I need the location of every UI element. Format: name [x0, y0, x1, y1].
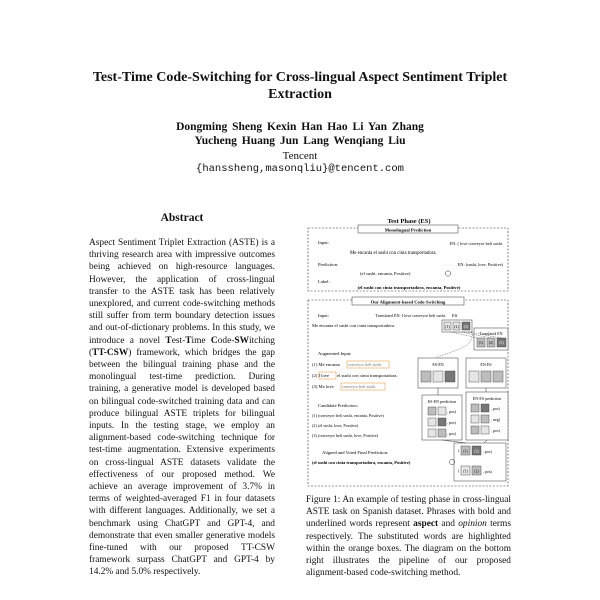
aug-input-label: Augmented Input:: [318, 351, 352, 356]
align-es-sentence: Me encanta el sushi con cinta transportadora.: [312, 323, 396, 328]
en-es-pred-label: EN-ES prediction: [472, 396, 502, 401]
arrow-merge-2: [484, 440, 487, 443]
en-es-pred-a1: [471, 404, 479, 412]
es-en-box-1: [421, 371, 431, 382]
figure-1: [306, 214, 511, 488]
es-sentence: Me encanta el sushi con cinta transportadora.: [350, 251, 437, 256]
aug-input-1-swap: conveyor belt sushi.: [348, 362, 383, 367]
es-en-box-2: [433, 371, 443, 382]
align-header: Our Alignment-based Code-Switching: [370, 299, 446, 305]
svg-text:(1): (1): [445, 325, 450, 329]
prediction-es: (el sushi, encanta, Positive): [360, 271, 411, 276]
final-label: Aligned and Voted Final Prediction:: [322, 450, 389, 455]
svg-text:(3): (3): [499, 341, 504, 345]
abstract-heading: Abstract: [160, 212, 204, 224]
svg-text:(3): (3): [474, 449, 479, 454]
prediction-label: Prediction:: [318, 262, 339, 267]
en-es-box-1: [469, 371, 479, 382]
svg-text:, neg): , neg): [491, 417, 501, 422]
cand-2: (2) (el sushi, love, Positive): [312, 423, 359, 428]
aug-input-2-rest: el sushi con cinta transportadora.: [337, 373, 398, 378]
es-en-pred-b2: [438, 418, 446, 426]
en-es-pred-b2: [481, 415, 489, 423]
svg-text:(2): (2): [454, 325, 459, 329]
es-en-pred-a3: [428, 429, 436, 437]
svg-text:, pos): , pos): [483, 449, 492, 454]
wrong-mark-icon: [445, 271, 450, 276]
es-en-pred-label: ES-EN prediction: [427, 399, 457, 404]
en-es-pred-b3: [481, 426, 489, 434]
svg-text:(1): (1): [463, 449, 468, 454]
label-value: (el sushi con cinta transportadora, encanta, Positive): [357, 285, 461, 290]
aug-input-3-prefix: (3) Me love: [312, 384, 334, 389]
cand-label: Candidate Prediction:: [318, 403, 358, 408]
mono-header: Monolingual Prediction: [384, 227, 432, 233]
svg-text:, pos): , pos): [447, 420, 456, 425]
svg-text:, pos): , pos): [483, 469, 492, 474]
es-en-pred-b3: [438, 429, 446, 437]
author-list-2: Yucheng Huang Jun Lang Wenqiang Liu: [194, 135, 406, 147]
align-input-label: Input:: [318, 313, 329, 318]
cand-1: (1) (conveyor belt sushi, encanta, Positive): [312, 413, 384, 418]
svg-text:, pos): , pos): [491, 406, 500, 411]
final-value: (el sushi con cinta transportadora, encanta, Positive): [312, 460, 411, 465]
svg-text:(2): (2): [488, 341, 494, 345]
affiliation: Tencent: [282, 150, 318, 162]
svg-text:(2): (2): [474, 469, 479, 474]
es-en-pred-a1: [428, 407, 436, 415]
author-email: {hanssheng,masonqliu}@tencent.com: [196, 163, 404, 175]
svg-text:, pos): , pos): [447, 431, 456, 436]
en-es-pred-b1: [481, 404, 489, 412]
input-label: Input:: [318, 240, 329, 245]
aug-input-3-swap: conveyor belt sushi.: [342, 384, 377, 389]
svg-text:(1): (1): [478, 341, 484, 345]
author-list-1: Dongming Sheng Kexin Han Hao Li Yan Zhang: [176, 121, 424, 133]
en-es-pred-a3: [471, 426, 479, 434]
figure-caption: Figure 1: An example of testing phase in cross-lingual ASTE task on Spanish dataset. Phrases with bold and underlined words represent aspect and opinion terms respectively. The substituted words are highlighted within the orange boxes. The diagram on the bottom right illustrates the pipeline of our proposed alignment-based code-switching method.: [306, 495, 511, 579]
es-tag: ES: [452, 313, 458, 318]
cand-3: (3) (conveyor belt sushi, love, Positive): [312, 433, 379, 438]
es-en-tag: ES-EN: [432, 362, 444, 367]
en-es-pred-a2: [471, 415, 479, 423]
svg-text:(: (: [458, 448, 460, 453]
svg-text:(: (: [458, 468, 460, 473]
arrow-merge-1: [442, 440, 466, 443]
translated-en: Translated EN: I love conveyor belt sushi.: [375, 313, 446, 318]
aug-input-1-prefix: (1) Me encanta: [312, 362, 340, 367]
es-en-pred-b1: [438, 407, 446, 415]
translated-en-box-label: Translated EN: [479, 331, 503, 336]
svg-text:(3): (3): [463, 325, 469, 329]
svg-text:(1): (1): [463, 469, 468, 474]
svg-text:, pos): , pos): [447, 409, 456, 414]
arrow-swap: [436, 332, 472, 358]
es-en-pred-a2: [428, 418, 436, 426]
en-es-box-3: [493, 371, 503, 382]
mono-panel: [308, 228, 508, 291]
figure-diagram: [306, 214, 511, 488]
paper-title: Test-Time Code-Switching for Cross-lingual Aspect Sentiment Triplet Extraction: [92, 70, 508, 102]
figure-title: Test Phase (ES): [387, 218, 431, 225]
prediction-en: EN: (sushi, love, Positive): [457, 262, 503, 267]
aug-input-2-prefix: (2) I love: [312, 373, 330, 378]
en-translation: EN: ( love conveyor belt sushi.: [449, 241, 503, 246]
label-label: Label:: [318, 279, 330, 284]
en-es-box-2: [481, 371, 491, 382]
abstract-body: Aspect Sentiment Triplet Extraction (ASTE) is a thriving research area with impressive outcomes being achieved on high-resource languages. However, the application of cross-lingual transfer to the ASTE task has been relatively unexplored, and current code-switching methods still suffer from term boundary detection issues and out-of-dictionary problems. In this study, we introduce a novel Test-Time Code-SWitching (TT-CSW) framework, which bridges the gap between the bilingual training phase and the monolingual test-time prediction. During training, a generative model is developed based on bilingual code-switched training data and can produce bilingual ASTE triplets for bilingual inputs. In the testing stage, we employ an alignment-based code-switching technique for test-time augmentation. Extensive experiments on cross-lingual ASTE datasets validate the effectiveness of our proposed method. We achieve an average improvement of 3.7% in terms of weighted-averaged F1 in four datasets with different languages. Additionally, we set a benchmark using ChatGPT and GPT-4, and demonstrate that even smaller generative models fine-tuned with our proposed TT-CSW framework surpass ChatGPT and GPT-4 by 14.2% and 5.0% respectively.: [89, 238, 275, 578]
svg-text:, pos): , pos): [491, 428, 500, 433]
en-es-tag: EN-ES: [480, 362, 492, 367]
es-en-box-3: [445, 371, 455, 382]
